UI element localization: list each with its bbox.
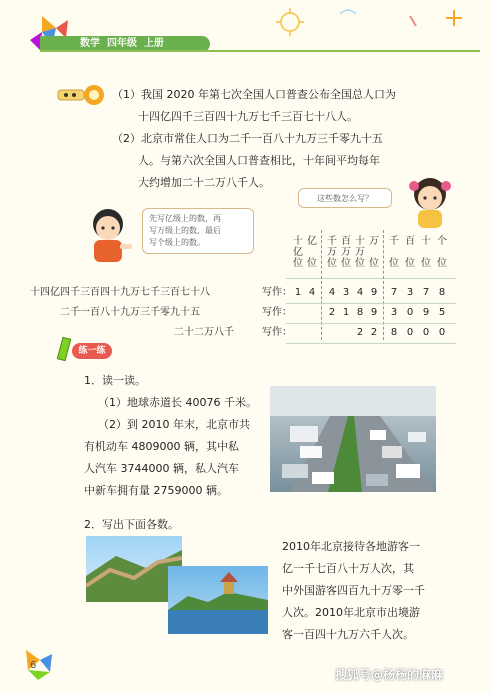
table-digit: 4 xyxy=(356,287,364,298)
header-qianwan: 千 万 位 xyxy=(327,236,337,269)
header-shiyi: 十 亿 位 xyxy=(293,236,303,269)
table-digit: 4 xyxy=(328,287,336,298)
watermark: 搜狐号@杨杨的麻麻 xyxy=(335,668,444,682)
q2-title: 2．写出下面各数。 xyxy=(84,518,179,531)
page-header xyxy=(0,0,491,52)
pencil-badge-icon xyxy=(56,82,104,108)
summer-palace-illustration xyxy=(168,566,268,634)
practice-tag: 练一练 xyxy=(72,343,112,359)
q2-line5: 客一百四十九万六千人次。 xyxy=(282,628,414,641)
row-rule xyxy=(286,343,456,344)
item1-line2: 十四亿四千三百四十九万七千三百七十八人。 xyxy=(138,110,358,123)
table-digit: 8 xyxy=(356,307,364,318)
ruler-icon xyxy=(54,336,74,362)
boy-character xyxy=(80,204,138,266)
q2-line1: 2010年北京接待各地游客一 xyxy=(282,540,420,553)
table-digit: 1 xyxy=(342,307,350,318)
table-digit: 4 xyxy=(308,287,316,298)
table-digit: 5 xyxy=(438,307,446,318)
table-digit: 3 xyxy=(342,287,350,298)
row2-label: 写作： xyxy=(262,307,292,318)
boy-bubble-line: 写万级上的数，最后 xyxy=(149,226,221,235)
q1-title: 1．读一读。 xyxy=(84,374,146,387)
q1-b-line3: 人汽车 3744000 辆，私人汽车 xyxy=(84,462,239,475)
table-digit: 9 xyxy=(370,287,378,298)
q1-b-line1: （2）到 2010 年末，北京市共 xyxy=(98,418,250,431)
header-qian: 千 位 xyxy=(389,236,399,269)
table-digit: 9 xyxy=(422,307,430,318)
header-ge: 个 位 xyxy=(437,236,447,269)
girl-character xyxy=(400,172,460,228)
table-digit: 0 xyxy=(438,327,446,338)
sky-doodles xyxy=(230,4,480,48)
header-baiwan: 百 万 位 xyxy=(341,236,351,269)
q1-a: （1）地球赤道长 40076 千米。 xyxy=(98,396,257,409)
row3-words: 二十二万八千 xyxy=(174,327,234,338)
header-yi: 亿 位 xyxy=(307,236,317,269)
table-digit: 9 xyxy=(370,307,378,318)
table-digit: 2 xyxy=(328,307,336,318)
item1-line1: （1）我国 2020 年第七次全国人口普查公布全国总人口为 xyxy=(112,88,396,101)
row2-words: 二千一百八十九万三千零九十五 xyxy=(60,307,200,318)
table-digit: 8 xyxy=(438,287,446,298)
table-digit: 2 xyxy=(370,327,378,338)
table-digit: 2 xyxy=(356,327,364,338)
boy-speech-bubble xyxy=(142,208,254,254)
table-digit: 3 xyxy=(406,287,414,298)
subject-label: 数学 xyxy=(80,38,100,49)
table-digit: 7 xyxy=(390,287,398,298)
table-digit: 0 xyxy=(406,307,414,318)
q2-line3: 中外国游客四百九十万零一千 xyxy=(282,584,425,597)
header-divider xyxy=(40,50,480,52)
header-wan: 万 位 xyxy=(369,236,379,269)
boy-bubble-line: 先写亿级上的数，再 xyxy=(149,214,221,223)
header-bai: 百 位 xyxy=(405,236,415,269)
table-digit: 8 xyxy=(390,327,398,338)
table-digit: 1 xyxy=(294,287,302,298)
table-digit: 7 xyxy=(422,287,430,298)
header-shiwan: 十 万 位 xyxy=(355,236,365,269)
volume-label: 上册 xyxy=(143,38,164,49)
table-rule xyxy=(286,278,456,279)
row3-label: 写作： xyxy=(262,327,292,338)
table-digit: 3 xyxy=(390,307,398,318)
girl-speech-bubble xyxy=(298,188,392,208)
row1-label: 写作： xyxy=(262,287,292,298)
page-corner-blocks xyxy=(22,646,56,682)
grade-label: 四年级 xyxy=(106,38,137,49)
row-rule xyxy=(286,323,456,324)
row-rule xyxy=(286,303,456,304)
traffic-illustration xyxy=(270,386,436,492)
q1-b-line4: 中新车拥有量 2759000 辆。 xyxy=(84,484,228,497)
traffic-photo xyxy=(270,386,436,492)
item2-line1: （2）北京市常住人口为二千一百八十九万三千零九十五 xyxy=(112,132,383,145)
q2-line2: 亿一千七百八十万人次，其 xyxy=(282,562,414,575)
summer-palace-photo xyxy=(168,566,268,634)
q1-b-line2: 有机动车 4809000 辆，其中私 xyxy=(84,440,239,453)
q2-line4: 人次。2010年北京市出境游 xyxy=(282,606,420,619)
page-number: 6 xyxy=(30,660,37,671)
boy-bubble-line: 写个级上的数。 xyxy=(149,238,205,247)
table-digit: 0 xyxy=(406,327,414,338)
header-shi: 十 位 xyxy=(421,236,431,269)
girl-bubble-text: 这些数怎么写？ xyxy=(317,194,373,203)
table-digit: 0 xyxy=(422,327,430,338)
item2-line2: 人。与第六次全国人口普查相比，十年间平均每年 xyxy=(138,154,380,167)
item2-line3: 大约增加二十二万八千人。 xyxy=(138,176,270,189)
row1-words: 十四亿四千三百四十九万七千三百七十八 xyxy=(30,287,210,298)
